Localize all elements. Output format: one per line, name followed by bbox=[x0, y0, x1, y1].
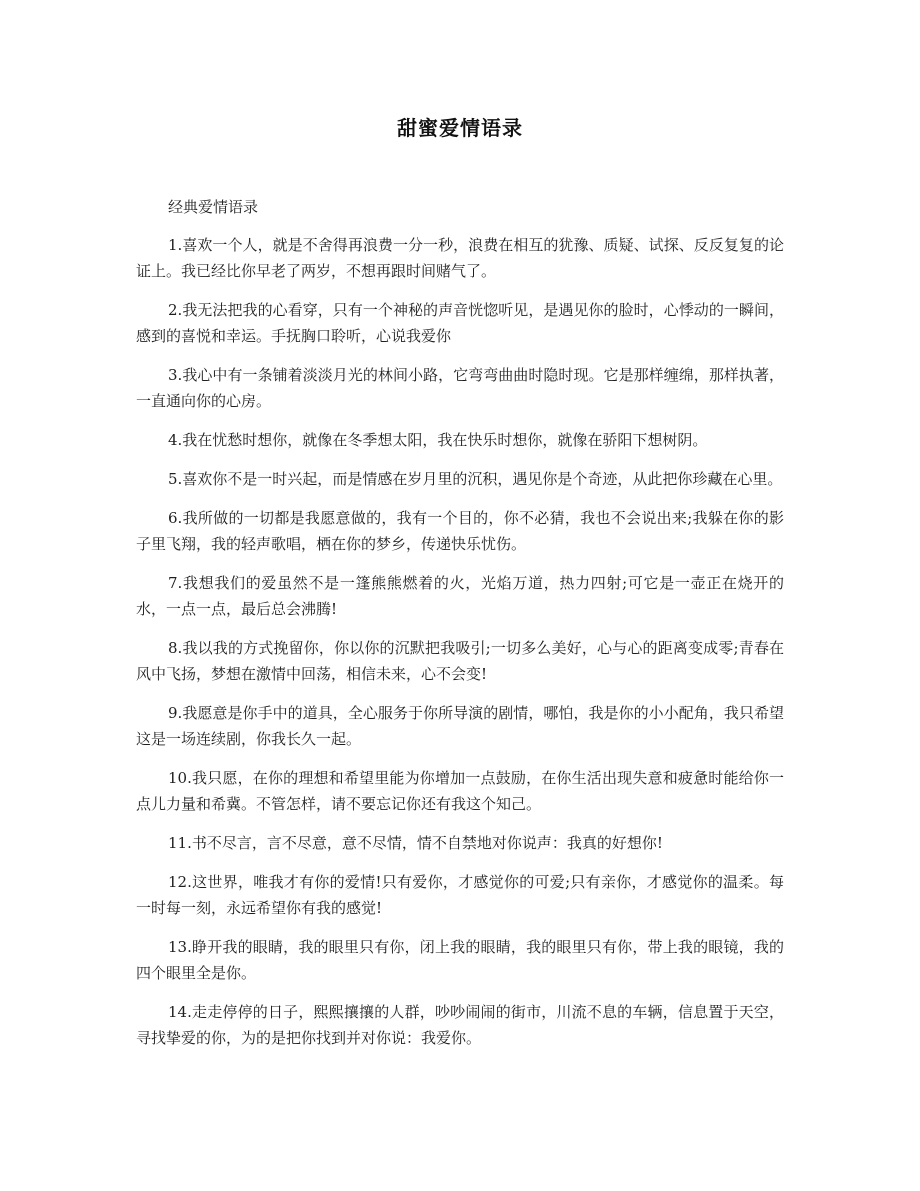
quote-entry-13: 13.睁开我的眼睛，我的眼里只有你，闭上我的眼睛，我的眼里只有你，带上我的眼镜，我的四个眼里全是你。 bbox=[136, 938, 784, 982]
quote-list bbox=[136, 232, 784, 1064]
section-heading: 经典爱情语录 bbox=[168, 198, 259, 216]
document-title: 甜蜜爱情语录 bbox=[397, 116, 523, 140]
quote-entry-9: 9.我愿意是你手中的道具，全心服务于你所导演的剧情，哪怕，我是你的小小配角，我只希望这是一场连续剧，你我长久一起。 bbox=[136, 704, 784, 748]
quote-entry-7: 7.我想我们的爱虽然不是一篷熊熊燃着的火，光焰万道，热力四射;可它是一壶正在烧开的水，一点一点，最后总会沸腾! bbox=[136, 574, 784, 618]
quote-entry-10: 10.我只愿，在你的理想和希望里能为你增加一点鼓励，在你生活出现失意和疲惫时能给你一点儿力量和希冀。不管怎样，请不要忘记你还有我这个知己。 bbox=[136, 769, 784, 813]
quote-entry-1: 1.喜欢一个人，就是不舍得再浪费一分一秒，浪费在相互的犹豫、质疑、试探、反反复复的论证上。我已经比你早老了两岁，不想再跟时间赌气了。 bbox=[136, 236, 784, 280]
quote-entry-6: 6.我所做的一切都是我愿意做的，我有一个目的，你不必猜，我也不会说出来;我躲在你的影子里飞翔，我的轻声歌唱，栖在你的梦乡，传递快乐忧伤。 bbox=[136, 509, 784, 553]
quote-entry-2: 2.我无法把我的心看穿，只有一个神秘的声音恍惚听见，是遇见你的脸时，心悸动的一瞬间，感到的喜悦和幸运。手抚胸口聆听，心说我爱你 bbox=[136, 301, 784, 345]
quote-entry-5: 5.喜欢你不是一时兴起，而是情感在岁月里的沉积，遇见你是个奇迹，从此把你珍藏在心里。 bbox=[168, 470, 783, 488]
quote-entry-14: 14.走走停停的日子，熙熙攘攘的人群，吵吵闹闹的街市，川流不息的车辆，信息置于天空，寻找挚爱的你，为的是把你找到并对你说：我爱你。 bbox=[136, 1003, 784, 1047]
quote-entry-12: 12.这世界，唯我才有你的爱情!只有爱你，才感觉你的可爱;只有亲你，才感觉你的温柔。每一时每一刻，永远希望你有我的感觉! bbox=[136, 873, 784, 917]
quote-entry-4: 4.我在忧愁时想你，就像在冬季想太阳，我在快乐时想你，就像在骄阳下想树阴。 bbox=[168, 431, 708, 449]
quote-entry-3: 3.我心中有一条铺着淡淡月光的林间小路，它弯弯曲曲时隐时现。它是那样缠绵，那样执著，一直通向你的心房。 bbox=[136, 366, 784, 410]
quote-entry-8: 8.我以我的方式挽留你，你以你的沉默把我吸引;一切多么美好，心与心的距离变成零;青春在风中飞扬，梦想在激情中回荡，相信未来，心不会变! bbox=[136, 639, 784, 683]
quote-entry-11: 11.书不尽言，言不尽意，意不尽情，情不自禁地对你说声：我真的好想你! bbox=[168, 834, 663, 852]
